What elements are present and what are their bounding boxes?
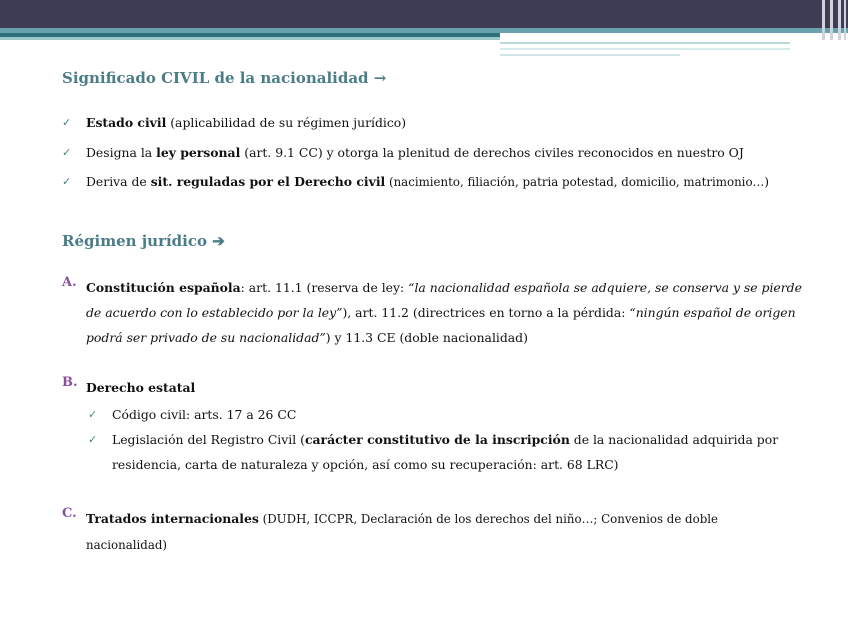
sub-list-item — [88, 402, 802, 427]
check-icon: ✓ — [62, 116, 72, 129]
corner-ornament — [830, 0, 833, 40]
item-body — [62, 375, 802, 400]
bold-term: ley personal — [156, 144, 241, 160]
item-text: ) y 11.3 CE (doble nacionalidad) — [325, 330, 528, 345]
item-letter: A. — [62, 275, 77, 290]
quote-text: “la nacionalidad española se adquiere, se conserva y se pierde de acuerdo con lo establecido por la ley” — [86, 280, 802, 320]
corner-ornament — [838, 0, 841, 40]
quote-text: “ningún español de origen podrá ser privado de su nacionalidad” — [86, 305, 796, 345]
item-text: de la nacionalidad adquirida por residencia, carta de naturaleza y opción, así como su recuperación: art. 68 LRC) — [112, 432, 779, 472]
item-letter: C. — [62, 506, 77, 521]
decorative-line — [500, 54, 680, 56]
list-item — [62, 115, 769, 145]
item-text: (nacimiento, filiación, patria potestad, domicilio, matrimonio…) — [385, 175, 769, 189]
item-letter: B. — [62, 375, 78, 390]
decorative-line — [500, 42, 790, 44]
bold-term: Constitución española — [86, 280, 241, 295]
corner-ornament — [844, 0, 846, 40]
item-text: : art. 11.1 (reserva de ley: — [240, 280, 409, 295]
item-text: Deriva de — [86, 174, 151, 189]
sub-list-item — [88, 427, 802, 477]
section-heading-regimen: Régimen jurídico ➔ — [62, 232, 225, 250]
item-text: Legislación del Registro Civil ( — [112, 432, 305, 447]
item-text: (art. 9.1 CC) y otorga la plenitud de derechos civiles reconocidos en nuestro OJ — [240, 144, 744, 160]
item-text: Código civil: arts. 17 a 26 CC — [112, 407, 297, 422]
bold-term: Tratados internacionales — [86, 511, 259, 526]
item-body — [62, 506, 802, 558]
item-text: ), art. 11.2 (directrices en torno a la pérdida: — [342, 305, 630, 320]
list-item-constitucion — [62, 275, 802, 350]
item-text: Designa la — [86, 144, 157, 160]
item-text: (aplicabilidad de su régimen jurídico) — [166, 115, 407, 130]
check-icon: ✓ — [88, 433, 98, 446]
check-icon: ✓ — [62, 175, 72, 188]
item-text: (DUDH, ICCPR, Declaración de los derechos del niño…; Convenios de doble nacionalidad) — [86, 512, 719, 552]
header-stripe — [0, 37, 500, 40]
list-item — [62, 145, 769, 175]
list-item-derecho-estatal — [62, 375, 802, 477]
bold-term: Estado civil — [86, 115, 167, 130]
list-item — [62, 174, 769, 204]
decorative-line — [500, 48, 790, 50]
bold-term: Derecho estatal — [86, 380, 196, 395]
check-icon: ✓ — [88, 408, 98, 421]
section-heading-civil: Significado CIVIL de la nacionalidad → — [62, 69, 387, 87]
item-body — [62, 275, 802, 350]
header-bar — [0, 0, 848, 28]
bold-term: carácter constitutivo de la inscripción — [304, 432, 570, 447]
corner-ornament — [822, 0, 825, 40]
check-icon: ✓ — [62, 145, 72, 159]
list-item-tratados — [62, 506, 802, 558]
civil-meaning-list — [62, 115, 769, 204]
sub-list — [88, 402, 802, 477]
bold-term: sit. reguladas por el Derecho civil — [150, 174, 386, 189]
